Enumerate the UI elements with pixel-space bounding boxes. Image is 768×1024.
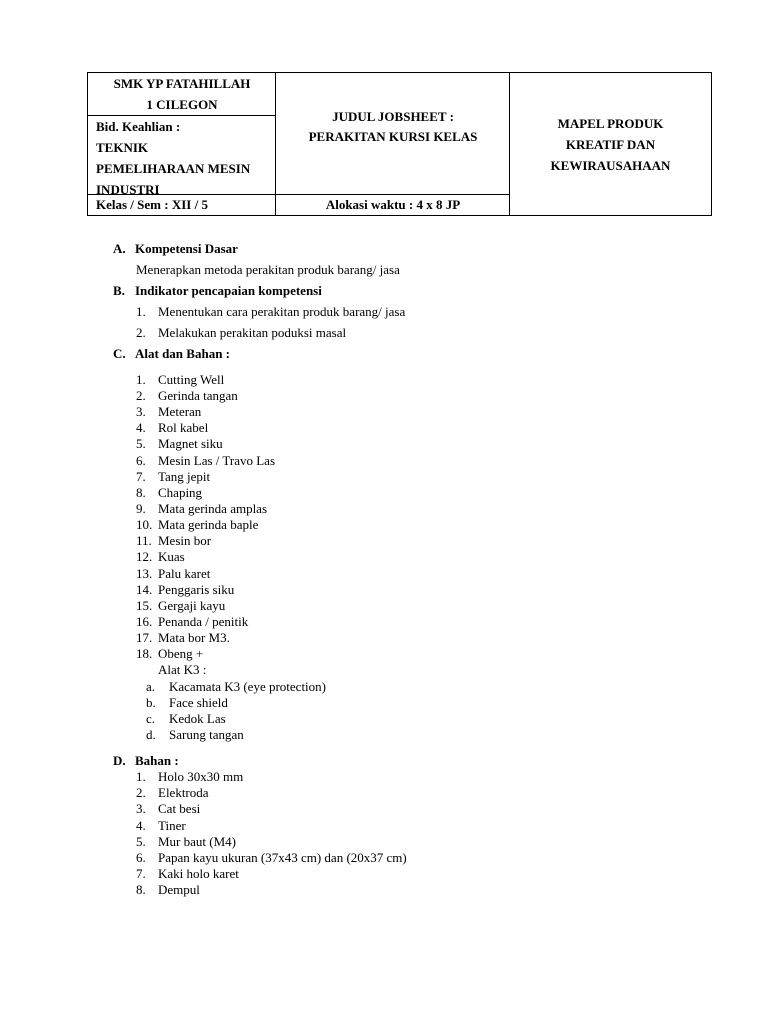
item-text: Mata bor M3. <box>158 630 230 645</box>
item-text: Kacamata K3 (eye protection) <box>169 679 327 694</box>
section-d-heading <box>113 753 179 769</box>
item-text: Rol kabel <box>158 420 209 435</box>
item-text: Face shield <box>169 695 228 710</box>
item-text: Cat besi <box>158 801 201 816</box>
item-number: 5. <box>136 436 146 451</box>
list-item <box>136 388 238 404</box>
list-item <box>136 485 202 501</box>
item-number: 1. <box>136 372 146 387</box>
item-text: Tang jepit <box>158 469 211 484</box>
item-letter: b. <box>146 695 156 710</box>
item-number: 4. <box>136 420 146 435</box>
mapel-line-2: KREATIF DAN <box>565 137 656 152</box>
item-number: 1. <box>136 769 146 784</box>
list-item <box>136 801 200 817</box>
section-letter: A. <box>113 241 126 256</box>
item-number: 5. <box>136 834 146 849</box>
item-number: 7. <box>136 469 146 484</box>
item-text: Penggaris siku <box>158 582 235 597</box>
list-item <box>136 646 203 662</box>
bid-line-4: INDUSTRI <box>96 182 160 197</box>
list-item <box>136 598 225 614</box>
item-number: 8. <box>136 485 146 500</box>
k3-label: Alat K3 : <box>158 662 207 677</box>
mapel-line-1: MAPEL PRODUK <box>557 116 664 131</box>
item-letter: d. <box>146 727 156 742</box>
list-item <box>136 404 201 420</box>
item-number: 8. <box>136 882 146 897</box>
list-item <box>136 630 230 646</box>
item-text: Menentukan cara perakitan produk barang/ jasa <box>158 304 406 319</box>
school-line-2: 1 CILEGON <box>146 97 218 112</box>
item-number: 9. <box>136 501 146 516</box>
item-text: Mata gerinda baple <box>158 517 259 532</box>
item-number: 1. <box>136 304 146 319</box>
bid-line-3: PEMELIHARAAN MESIN <box>96 161 251 176</box>
bid-line-1: Bid. Keahlian : <box>96 119 181 134</box>
section-a-heading <box>113 241 238 257</box>
list-item <box>136 501 267 517</box>
item-number: 7. <box>136 866 146 881</box>
list-item <box>136 325 346 341</box>
section-letter: D. <box>113 753 126 768</box>
item-text: Chaping <box>158 485 203 500</box>
list-item <box>136 818 186 834</box>
item-number: 10. <box>136 517 153 532</box>
item-number: 18. <box>136 646 153 661</box>
list-item <box>136 582 234 598</box>
school-line-1: SMK YP FATAHILLAH <box>113 76 251 91</box>
item-number: 15. <box>136 598 153 613</box>
item-text: Magnet siku <box>158 436 223 451</box>
list-item <box>136 304 405 320</box>
kelas-semester: Kelas / Sem : XII / 5 <box>96 197 208 212</box>
item-number: 2. <box>136 388 146 403</box>
list-item <box>136 614 248 630</box>
section-b-heading <box>113 283 322 299</box>
item-letter: a. <box>146 679 156 694</box>
item-text: Gerinda tangan <box>158 388 238 403</box>
item-text: Mesin Las / Travo Las <box>158 453 275 468</box>
list-item <box>136 566 210 582</box>
list-item <box>136 834 236 850</box>
list-item <box>136 866 239 882</box>
item-text: Obeng + <box>158 646 204 661</box>
list-item <box>136 436 223 452</box>
header-table <box>87 72 712 216</box>
item-text: Papan kayu ukuran (37x43 cm) dan (20x37 cm) <box>158 850 407 865</box>
sub-list-item <box>146 679 326 695</box>
item-number: 13. <box>136 566 153 581</box>
judul-line-2: PERAKITAN KURSI KELAS <box>308 129 478 144</box>
bidang-keahlian <box>96 116 276 196</box>
item-text: Cutting Well <box>158 372 225 387</box>
item-text: Mesin bor <box>158 533 212 548</box>
item-text: Melakukan perakitan poduksi masal <box>158 325 347 340</box>
item-text: Penanda / penitik <box>158 614 249 629</box>
item-text: Palu karet <box>158 566 211 581</box>
section-title: Bahan : <box>135 753 179 768</box>
item-number: 12. <box>136 549 153 564</box>
list-item <box>136 882 200 898</box>
list-item <box>136 769 243 785</box>
item-text: Holo 30x30 mm <box>158 769 244 784</box>
section-letter: B. <box>113 283 125 298</box>
item-number: 2. <box>136 325 146 340</box>
sub-list-item <box>146 727 244 743</box>
sub-list-item <box>146 711 226 727</box>
item-number: 17. <box>136 630 153 645</box>
list-item <box>136 469 210 485</box>
section-letter: C. <box>113 346 126 361</box>
item-letter: c. <box>146 711 156 726</box>
item-number: 16. <box>136 614 153 629</box>
section-title: Alat dan Bahan : <box>135 346 230 361</box>
section-title: Indikator pencapaian kompetensi <box>135 283 322 298</box>
list-item <box>136 453 275 469</box>
item-number: 2. <box>136 785 146 800</box>
item-text: Kedok Las <box>169 711 226 726</box>
section-c-heading <box>113 346 230 362</box>
item-number: 6. <box>136 850 146 865</box>
section-a-text: Menerapkan metoda perakitan produk barang/ jasa <box>136 262 400 277</box>
list-item <box>136 785 209 801</box>
section-title: Kompetensi Dasar <box>135 241 238 256</box>
list-item <box>136 517 258 533</box>
list-item <box>136 533 211 549</box>
jobsheet-title <box>276 107 510 147</box>
item-text: Mata gerinda amplas <box>158 501 268 516</box>
item-text: Mur baut (M4) <box>158 834 236 849</box>
list-item <box>136 420 208 436</box>
mapel <box>510 113 711 176</box>
list-item <box>136 372 224 388</box>
list-item <box>136 850 407 866</box>
item-text: Dempul <box>158 882 200 897</box>
list-item <box>136 549 185 565</box>
item-number: 14. <box>136 582 153 597</box>
sub-list-item <box>146 695 228 711</box>
item-text: Sarung tangan <box>169 727 244 742</box>
item-number: 11. <box>136 533 152 548</box>
bid-line-2: TEKNIK <box>96 140 149 155</box>
item-number: 6. <box>136 453 146 468</box>
item-text: Kaki holo karet <box>158 866 239 881</box>
item-number: 4. <box>136 818 146 833</box>
item-text: Kuas <box>158 549 185 564</box>
judul-line-1: JUDUL JOBSHEET : <box>332 109 454 124</box>
item-text: Tiner <box>158 818 186 833</box>
item-number: 3. <box>136 404 146 419</box>
item-text: Gergaji kayu <box>158 598 226 613</box>
alokasi-waktu: Alokasi waktu : 4 x 8 JP <box>325 197 461 212</box>
item-number: 3. <box>136 801 146 816</box>
school-name <box>88 73 276 116</box>
item-text: Elektroda <box>158 785 209 800</box>
mapel-line-3: KEWIRAUSAHAAN <box>550 158 671 173</box>
item-text: Meteran <box>158 404 202 419</box>
